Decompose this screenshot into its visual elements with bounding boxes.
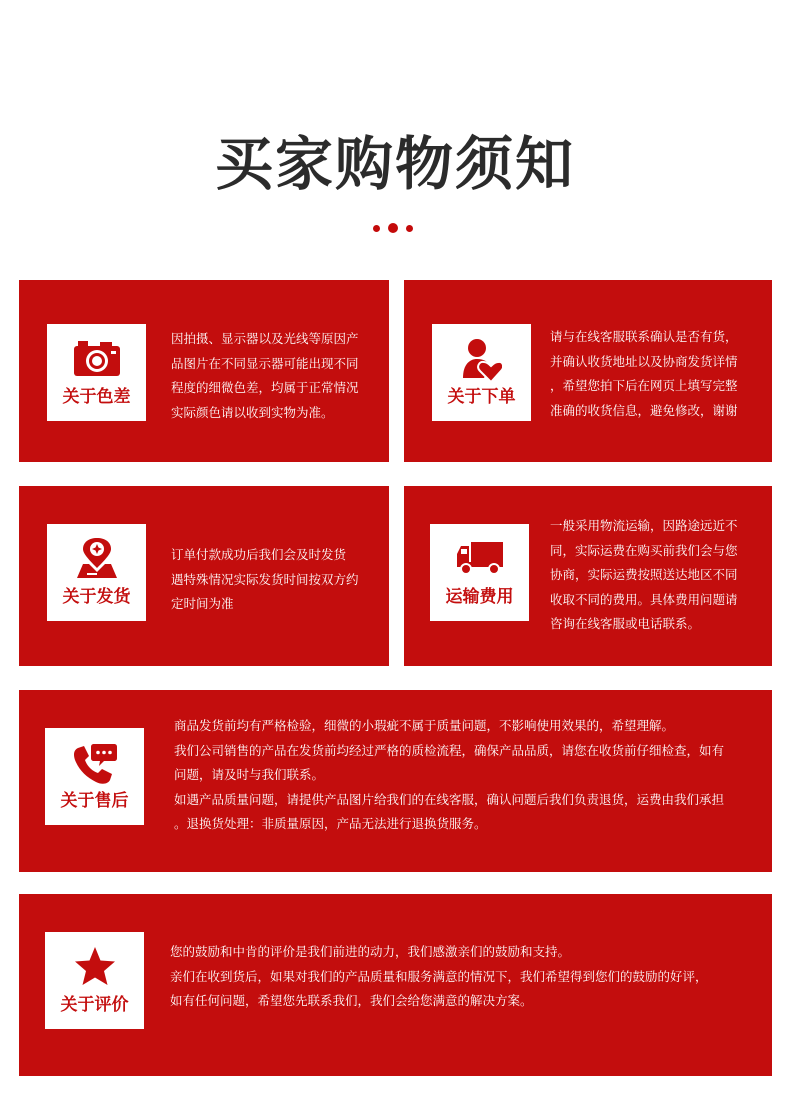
camera-icon [72, 338, 122, 378]
card-text [171, 543, 359, 617]
card-text [174, 714, 724, 837]
text-line: 协商，实际运费按照送达地区不同 [550, 567, 738, 582]
page-title: 买家购物须知 [214, 130, 575, 198]
text-line: 同，实际运费在购买前我们会与您 [550, 542, 738, 558]
card-text [550, 325, 738, 423]
card-shipping [19, 486, 389, 666]
card-after-sales [19, 690, 772, 872]
divider-dot [373, 225, 380, 232]
card-label: 关于售后 [60, 791, 129, 811]
divider-dot [406, 225, 413, 232]
card-ordering [404, 280, 772, 462]
card-icon-box [45, 728, 144, 825]
truck-icon [455, 538, 505, 576]
card-color-difference [19, 280, 389, 462]
card-icon-box [47, 524, 146, 621]
text-line: 并确认收货地址以及协商发货详情 [550, 353, 738, 369]
card-label: 关于发货 [62, 587, 131, 607]
text-line: 程度的细微色差，均属于正常情况 [171, 380, 359, 395]
text-line: 您的鼓励和中肯的评价是我们前进的动力，我们感激亲们的鼓励和支持。 [170, 944, 571, 959]
text-line: 准确的收货信息，避免修改，谢谢 [550, 402, 738, 418]
card-label: 关于下单 [447, 387, 516, 407]
divider-dot [388, 223, 398, 233]
text-line: 亲们在收到货后，如果对我们的产品质量和服务满意的情况下，我们希望得到您们的鼓励的好评， [170, 968, 708, 984]
card-reviews [19, 894, 772, 1076]
phone-chat-icon [72, 742, 118, 786]
text-line: 定时间为准 [171, 596, 234, 611]
text-line: ，希望您拍下后在网页上填写完整 [550, 378, 738, 393]
card-shipping-cost [404, 486, 772, 666]
text-line: 如遇产品质量问题，请提供产品图片给我们的在线客服，确认问题后我们负责退货，运费由我们承担 [174, 791, 725, 807]
text-line: 咨询在线客服或电话联系。 [550, 616, 701, 631]
card-icon-box [45, 932, 144, 1029]
text-line: 实际颜色请以收到实物为准。 [171, 404, 334, 420]
location-pin-icon [75, 538, 119, 580]
text-line: 一般采用物流运输，因路途远近不 [550, 518, 738, 533]
text-line: 遇特殊情况实际发货时间按双方约 [171, 571, 359, 587]
star-icon [74, 946, 116, 986]
text-line: 。退换货处理：非质量原因，产品无法进行退换货服务。 [174, 816, 487, 831]
card-icon-box [430, 524, 529, 621]
card-label: 关于色差 [62, 387, 131, 407]
card-icon-box [432, 324, 531, 421]
card-label: 运输费用 [445, 587, 514, 607]
title-divider-dots [0, 222, 790, 234]
text-line: 品图片在不同显示器可能出现不同 [171, 355, 359, 371]
text-line: 请与在线客服联系确认是否有货， [550, 329, 738, 344]
card-icon-box [47, 324, 146, 421]
text-line: 如有任何问题，希望您先联系我们，我们会给您满意的解决方案。 [170, 993, 533, 1008]
text-line: 问题，请及时与我们联系。 [174, 767, 325, 782]
text-line: 商品发货前均有严格检验，细微的小瑕疵不属于质量问题，不影响使用效果的，希望理解。 [174, 718, 675, 733]
user-heart-icon [462, 338, 502, 382]
text-line: 订单付款成功后我们会及时发货 [171, 547, 347, 562]
card-text [170, 940, 708, 1014]
text-line: 收取不同的费用。具体费用问题请 [550, 591, 738, 607]
text-line: 我们公司销售的产品在发货前均经过严格的质检流程，确保产品品质，请您在收货前仔细检查，如有 [174, 742, 725, 758]
text-line: 因拍摄、显示器以及光线等原因产 [171, 331, 359, 346]
card-label: 关于评价 [60, 995, 129, 1015]
card-text [550, 514, 738, 637]
card-text [171, 327, 359, 425]
